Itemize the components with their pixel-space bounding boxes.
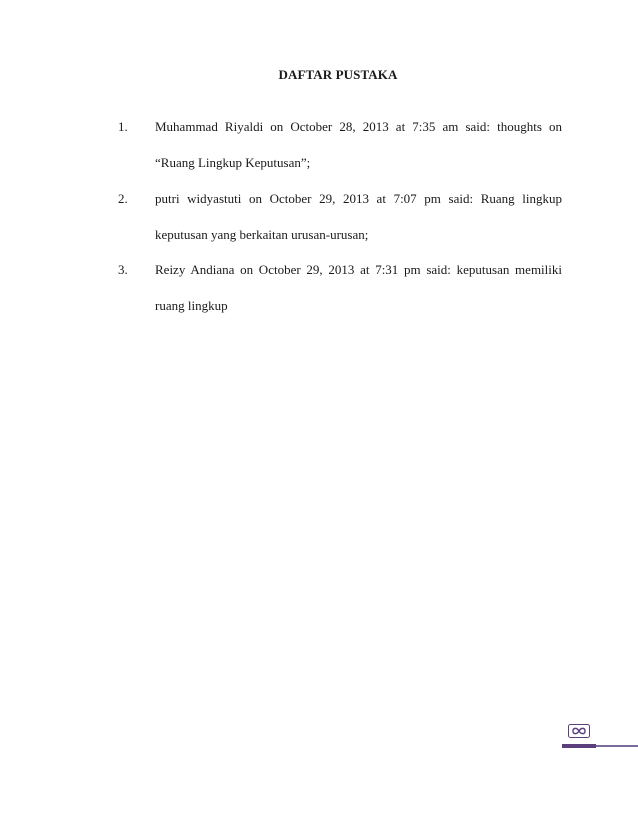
reference-item (118, 109, 562, 181)
reference-item (118, 181, 562, 253)
footer-accent-bar (562, 744, 596, 748)
reference-text: Reizy Andiana on October 29, 2013 at 7:31 pm said: keputusan memiliki ruang lingkup (155, 262, 562, 313)
reference-number: 3. (118, 262, 128, 277)
reference-number: 2. (118, 190, 128, 206)
infinity-logo-icon (568, 724, 590, 738)
reference-list (118, 109, 562, 324)
reference-text: putri widyastuti on October 29, 2013 at 7:07 pm said: Ruang lingkup keputusan yang berkaitan urusan-urusan; (155, 190, 562, 242)
reference-number: 1. (118, 119, 128, 134)
reference-item (118, 252, 562, 324)
page-title: DAFTAR PUSTAKA (278, 67, 398, 82)
reference-text: Muhammad Riyaldi on October 28, 2013 at 7:35 am said: thoughts on “Ruang Lingkup Keputusan”; (155, 119, 562, 170)
